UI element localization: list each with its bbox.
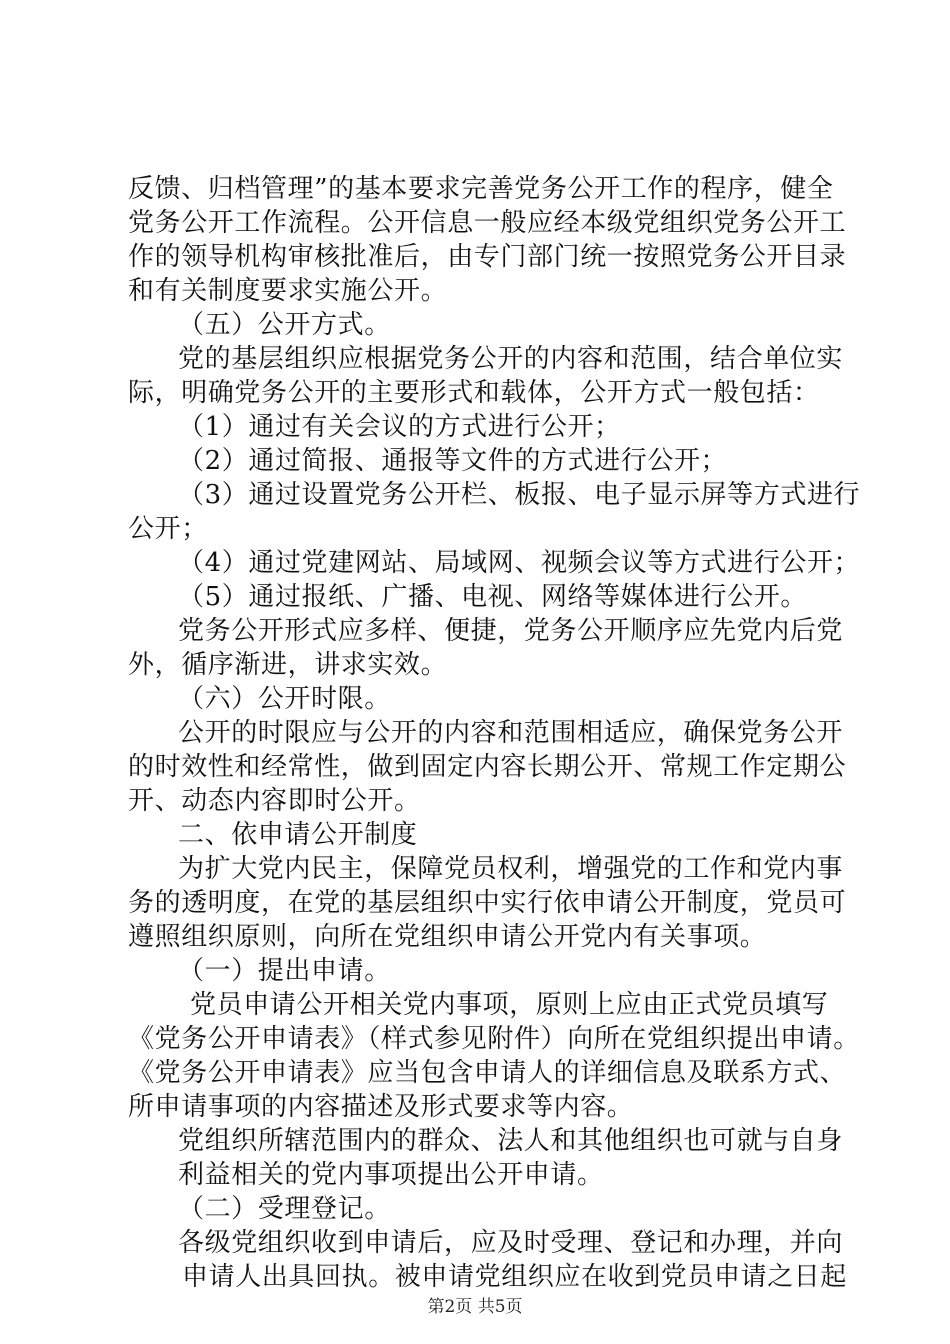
- text-line: 的时效性和经常性，做到固定内容长期公开、常规工作定期公: [128, 752, 847, 782]
- text-line: 作的领导机构审核批准后，由专门部门统一按照党务公开目录: [128, 242, 847, 272]
- text-line: 申请人出具回执。被申请党组织应在收到党员申请之日起: [182, 1262, 848, 1292]
- text-line: 遵照组织原则，向所在党组织申请公开党内有关事项。: [128, 922, 767, 952]
- section-heading: （一）提出申请。: [178, 956, 391, 986]
- text-line: 党务公开形式应多样、便捷，党务公开顺序应先党内后党: [178, 616, 844, 646]
- section-heading: （五）公开方式。: [178, 310, 391, 340]
- text-line: 开、动态内容即时公开。: [128, 786, 421, 816]
- text-line: 党组织所辖范围内的群众、法人和其他组织也可就与自身: [178, 1126, 844, 1156]
- text-line: 所申请事项的内容描述及形式要求等内容。: [128, 1092, 634, 1122]
- text-line: 公开的时限应与公开的内容和范围相适应，确保党务公开: [178, 718, 844, 748]
- chapter-heading: 二、依申请公开制度: [178, 820, 418, 850]
- text-line: 各级党组织收到申请后，应及时受理、登记和办理，并向: [178, 1228, 844, 1258]
- text-line: 《党务公开申请表》（样式参见附件）向所在党组织提出申请。: [128, 1024, 860, 1054]
- list-item: （3）通过设置党务公开栏、板报、电子显示屏等方式进行: [178, 480, 861, 510]
- text-line: 《党务公开申请表》应当包含申请人的详细信息及联系方式、: [128, 1058, 847, 1088]
- text-line: 党务公开工作流程。公开信息一般应经本级党组织党务公开工: [128, 208, 847, 238]
- list-item: （5）通过报纸、广播、电视、网络等媒体进行公开。: [178, 582, 807, 612]
- text-line: 务的透明度，在党的基层组织中实行依申请公开制度，党员可: [128, 888, 847, 918]
- section-heading: （二）受理登记。: [178, 1194, 391, 1224]
- text-line: 党员申请公开相关党内事项，原则上应由正式党员填写: [190, 990, 829, 1020]
- text-line: 为扩大党内民主，保障党员权利，增强党的工作和党内事: [178, 854, 844, 884]
- text-line: 际，明确党务公开的主要形式和载体，公开方式一般包括：: [128, 378, 820, 408]
- list-item: （4）通过党建网站、局域网、视频会议等方式进行公开；: [178, 548, 861, 578]
- list-item: （2）通过简报、通报等文件的方式进行公开；: [178, 446, 728, 476]
- page-footer: [0, 1296, 950, 1318]
- text-line: 反馈、归档管理”的基本要求完善党务公开工作的程序，健全: [128, 174, 834, 204]
- text-line: 和有关制度要求实施公开。: [128, 276, 448, 306]
- text-line: 外，循序渐进，讲求实效。: [128, 650, 448, 680]
- list-item-continuation: 公开；: [128, 514, 208, 544]
- page-number: 第2页 共5页: [427, 1297, 523, 1317]
- text-line: 利益相关的党内事项提出公开申请。: [178, 1160, 604, 1190]
- list-item: （1）通过有关会议的方式进行公开；: [178, 412, 621, 442]
- text-line: 党的基层组织应根据党务公开的内容和范围，结合单位实: [178, 344, 844, 374]
- section-heading: （六）公开时限。: [178, 684, 391, 714]
